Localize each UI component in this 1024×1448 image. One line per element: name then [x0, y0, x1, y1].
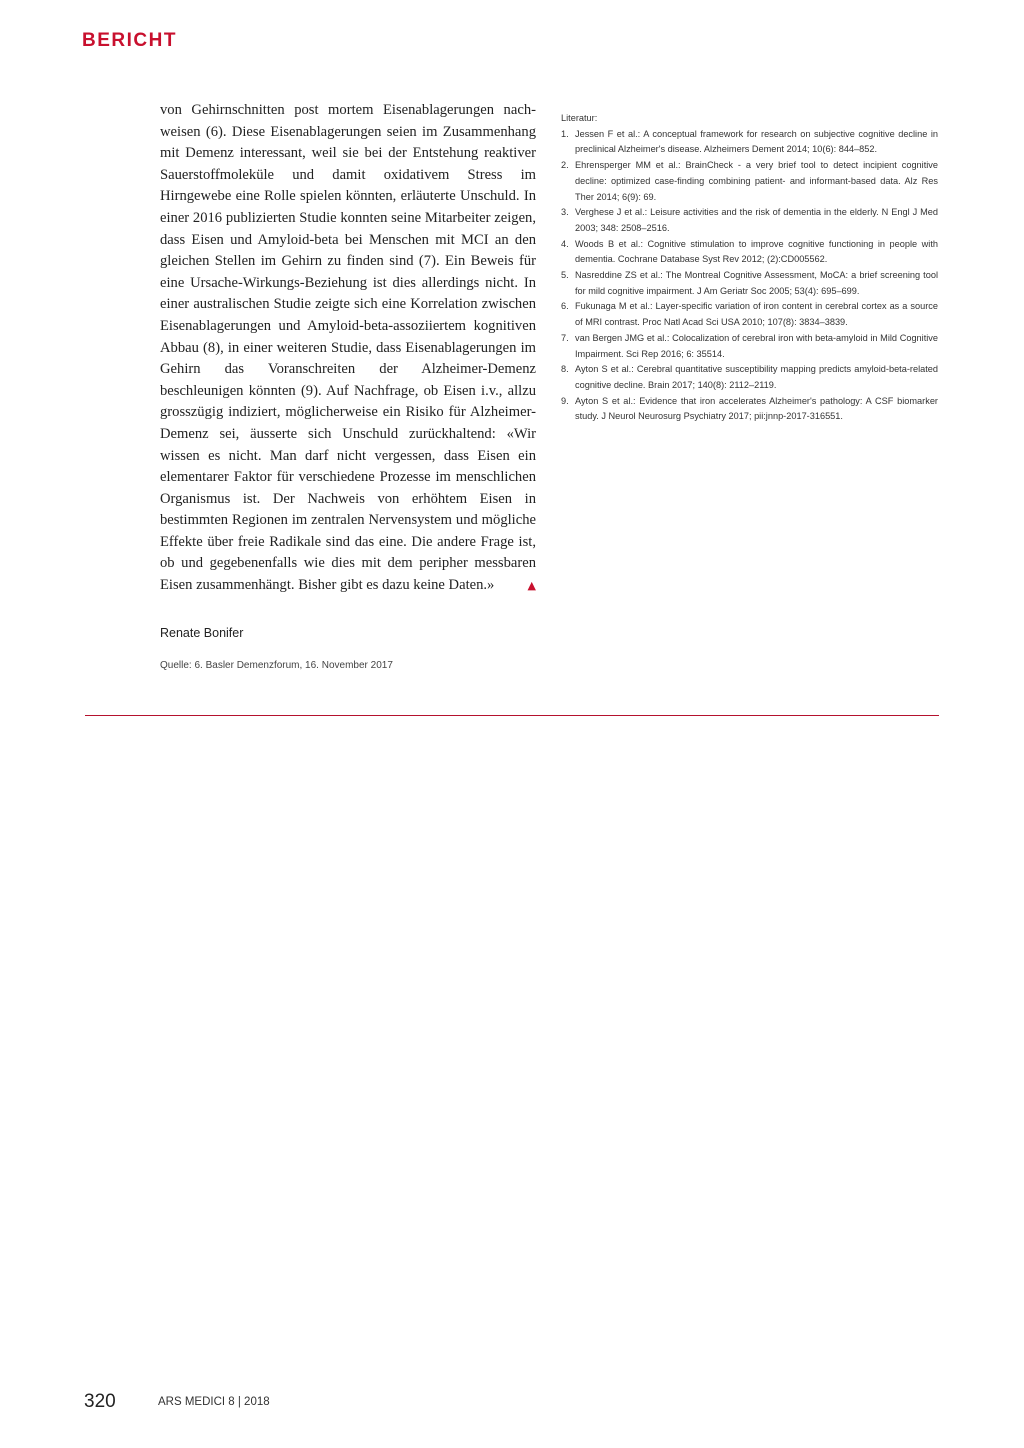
reference-text: Fukunaga M et al.: Layer-specific variation of iron content in cerebral cortex as a source of MRI contrast. Proc Natl Acad Sci USA 2010; 107(8): 3834–3839. — [575, 301, 938, 328]
reference-number: 8. — [561, 364, 569, 375]
reference-item — [561, 394, 938, 425]
journal-issue: ARS MEDICI 8 | 2018 — [158, 1396, 270, 1408]
reference-number: 7. — [561, 332, 569, 343]
reference-item — [561, 158, 938, 205]
reference-number: 9. — [561, 395, 569, 406]
reference-item — [561, 299, 938, 330]
reference-item — [561, 268, 938, 299]
reference-item — [561, 331, 938, 362]
source-note: Quelle: 6. Basler Demenzforum, 16. November 2017 — [160, 660, 393, 671]
references-section — [561, 111, 938, 425]
reference-text: Verghese J et al.: Leisure activities and the risk of dementia in the elderly. N Engl J Med 2003; 348: 2508–2516. — [575, 207, 938, 233]
page-number: 320 — [84, 1391, 116, 1412]
reference-text: van Bergen JMG et al.: Colocalization of cerebral iron with beta-amyloid in Mild Cognitive Impairment. Sci Rep 2016; 6: 35514. — [575, 332, 938, 359]
reference-number: 6. — [561, 301, 569, 312]
reference-number: 5. — [561, 270, 569, 281]
reference-number: 4. — [561, 238, 569, 249]
article-paragraph — [160, 100, 536, 597]
reference-text: Ayton S et al.: Evidence that iron accelerates Alzheimer's pathology: A CSF biomarker study. J Neurol Neurosurg Psychiatry 2017; pii:jnnp-2017-316551. — [575, 395, 938, 422]
section-divider — [85, 715, 939, 716]
references-title: Literatur: — [561, 113, 598, 123]
reference-number: 3. — [561, 207, 569, 218]
references-list — [561, 127, 938, 425]
reference-text: Ayton S et al.: Cerebral quantitative susceptibility mapping predicts amyloid-beta-related cognitive decline. Brain 2017; 140(8): 2112–2119. — [575, 364, 938, 390]
reference-item — [561, 127, 938, 158]
author-name: Renate Bonifer — [160, 626, 244, 640]
reference-text: Jessen F et al.: A conceptual framework for research on subjective cognitive decline in preclinical Alzheimer's disease. Alzheimers Dement 2014; 10(6): 844–852. — [575, 128, 938, 155]
reference-number: 2. — [561, 160, 569, 171]
reference-text: Nasreddine ZS et al.: The Montreal Cognitive Assessment, MoCA: a brief screening tool for mild cognitive impairment. J Am Geriatr Soc 2005; 53(4): 695–699. — [575, 270, 938, 296]
reference-item — [561, 362, 938, 393]
section-label: BERICHT — [82, 30, 177, 51]
reference-number: 1. — [561, 128, 569, 139]
reference-item — [561, 237, 938, 268]
reference-text: Woods B et al.: Cognitive stimulation to improve cognitive functioning in people with dementia. Cochrane Database Syst Rev 2012; (2):CD005562. — [575, 238, 938, 265]
end-of-article-icon: ▲ — [527, 579, 536, 593]
article-body-column — [160, 100, 536, 597]
article-text: von Gehirnschnitten post mortem Eisenablagerungen nachweisen (6). Diese Eisenablagerungen seien im Zusammenhang mit Demenz interessant, weil sie bei der Entstehung reaktiver Sauerstoffmoleküle und damit oxidativem Stress im Hirngewebe eine Rolle spielen könnten, erläuterte Unschuld. In einer 2016 publizierten Studie konnten seine Mitarbeiter zeigen, dass Eisen und Amyloid-beta bei Menschen mit MCI an den gleichen Stellen im Gehirn zu finden sind (7). Ein Beweis für eine Ursache-Wirkungs-Beziehung ist dies allerdings nicht. In einer australischen Studie zeigte sich eine Korrelation zwischen Eisenablagerungen und Amyloid-beta-assoziiertem kognitiven Abbau (8), in einer weiteren Studie, dass Eisenablagerungen im Gehirn das Voranschreiten der Alzheimer-Demenz beschleunigen könnten (9). Auf Nachfrage, ob Eisen i.v., allzu grosszügig indiziert, möglicherweise ein Risiko für Alzheimer-Demenz sei, äusserte sich Unschuld zurückhaltend: «Wir wissen es nicht. Man darf nicht vergessen, dass Eisen ein elementarer Faktor für verschiedene Prozesse im menschlichen Organismus ist. Der Nachweis von erhöhtem Eisen in bestimmten Regionen im zentralen Nervensystem und mögliche Effekte über freie Radikale sind das eine. Die andere Frage ist, ob und gegebenenfalls wie dies mit dem peripher messbaren Eisen zusammenhängt. Bisher gibt es dazu keine Daten.» — [160, 102, 536, 594]
reference-text: Ehrensperger MM et al.: BrainCheck - a very brief tool to detect incipient cognitive decline: optimized case-finding combining patient- and informant-based data. Alz Res Ther 2014; 6(9): 69. — [575, 160, 938, 202]
reference-item — [561, 205, 938, 236]
